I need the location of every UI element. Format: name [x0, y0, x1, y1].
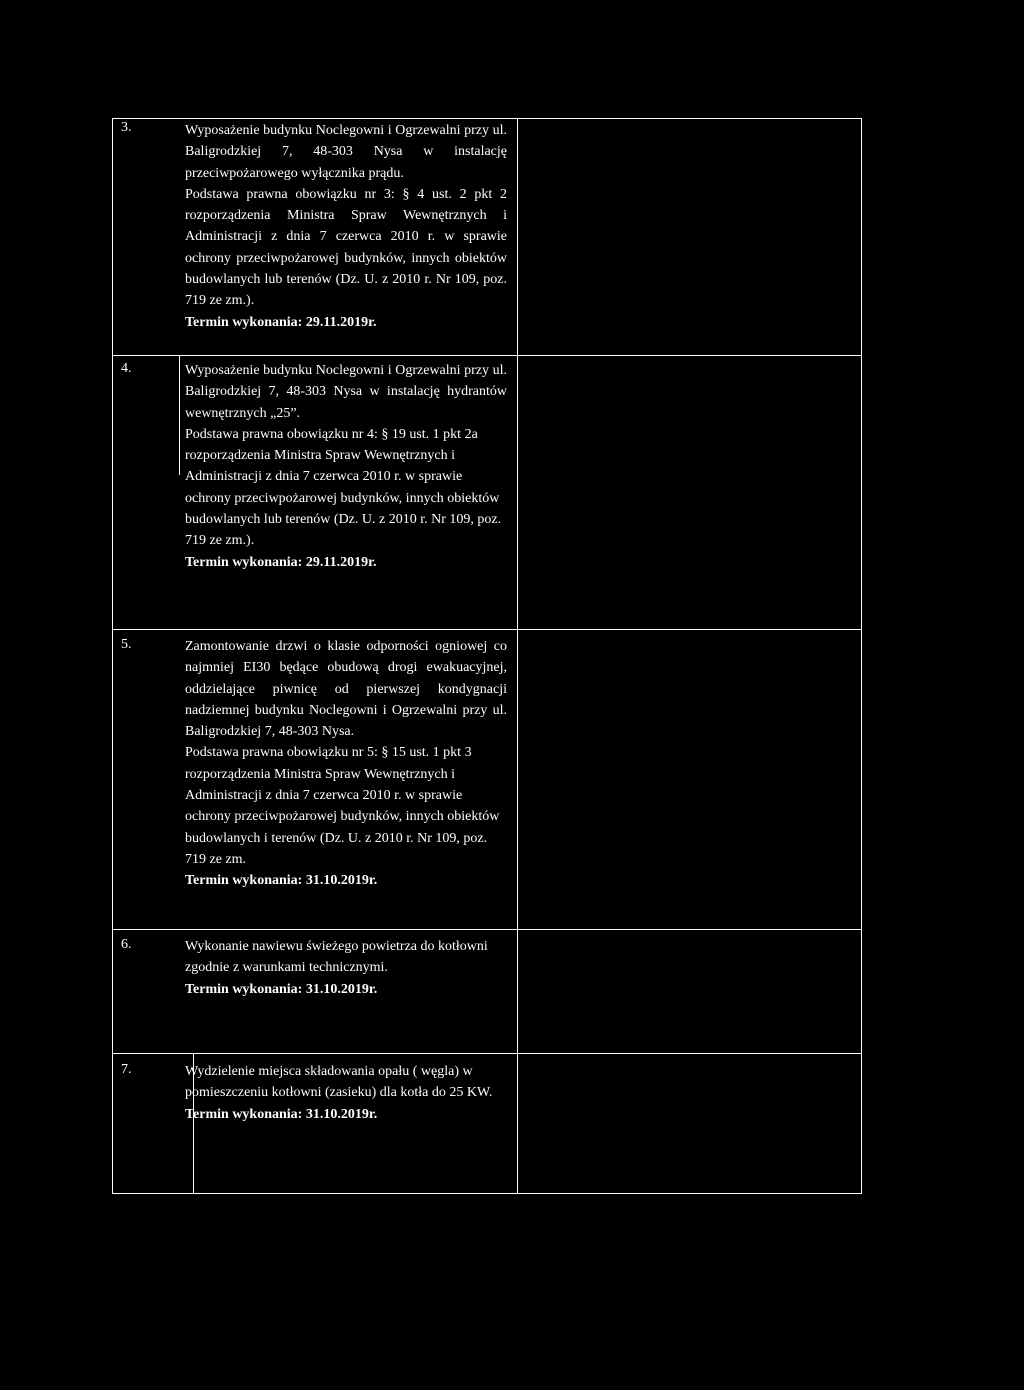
- row-text-line: Zamontowanie drzwi o klasie odporności ogniowej co najmniej EI30 będące obudową drogi ewakuacyjnej, oddzielające piwnicę od pierwszej kondygnacji nadziemnej budynku Noclegowni i Ogrzewalni przy ul. Baligrodzkiej 7, 48-303 Nysa.: [185, 639, 507, 740]
- row-text-line: Podstawa prawna obowiązku nr 4: § 19 ust. 1 pkt 2a rozporządzenia Ministra Spraw Wewnętrznych i Administracji z dnia 7 czerwca 2010 r. w sprawie ochrony przeciwpożarowej budynków, innych obiektów budowlanych lub terenów (Dz. U. z 2010 r. Nr 109, poz. 719 ze zm.).: [185, 426, 502, 549]
- row-description: [185, 360, 507, 573]
- table-row: [113, 629, 861, 929]
- table-row: [113, 929, 861, 1053]
- row-description: [185, 936, 507, 1000]
- row-number: 7.: [121, 1062, 132, 1077]
- row-deadline: Termin wykonania: 31.10.2019r.: [185, 981, 378, 997]
- row-text-line: Wykonanie nawiewu świeżego powietrza do kotłowni zgodnie z warunkami technicznymi.: [185, 939, 488, 976]
- row-deadline: Termin wykonania: 31.10.2019r.: [185, 873, 378, 889]
- row-text-line: Wyposażenie budynku Noclegowni i Ogrzewalni przy ul. Baligrodzkiej 7, 48-303 Nysa w instalację przeciwpożarowego wyłącznika prądu.: [185, 123, 507, 181]
- row-number: 4.: [121, 361, 132, 376]
- table-row: [113, 355, 861, 629]
- obligations-table: [112, 118, 862, 1194]
- row-text-line: Podstawa prawna obowiązku nr 5: § 15 ust. 1 pkt 3 rozporządzenia Ministra Spraw Wewnętrznych i Administracji z dnia 7 czerwca 2010 r. w sprawie ochrony przeciwpożarowej budynków, innych obiektów budowlanych i terenów (Dz. U. z 2010 r. Nr 109, poz. 719 ze zm.: [185, 745, 500, 867]
- row-description: [185, 636, 507, 892]
- table-row: [113, 119, 861, 355]
- row-deadline: Termin wykonania: 29.11.2019r.: [185, 314, 377, 330]
- row-text-line: Podstawa prawna obowiązku nr 3: § 4 ust. 2 pkt 2 rozporządzenia Ministra Spraw Wewnętrznych i Administracji z dnia 7 czerwca 2010 r. w sprawie ochrony przeciwpożarowej budynków, innych obiektów budowlanych lub terenów (Dz. U. z 2010 r. Nr 109, poz. 719 ze zm.).: [185, 186, 507, 309]
- row-description: [185, 120, 507, 333]
- row-number: 5.: [121, 637, 132, 652]
- row-number: 6.: [121, 937, 132, 952]
- row-deadline: Termin wykonania: 31.10.2019r.: [185, 1106, 378, 1122]
- row-number: 3.: [121, 120, 132, 135]
- row-description: [185, 1061, 507, 1125]
- row-deadline: Termin wykonania: 29.11.2019r.: [185, 554, 377, 570]
- row-text-line: Wydzielenie miejsca składowania opału ( węgla) w pomieszczeniu kotłowni (zasieku) dla kotła do 25 KW.: [185, 1064, 493, 1101]
- table-row: [113, 1053, 861, 1193]
- row-text-line: Wyposażenie budynku Noclegowni i Ogrzewalni przy ul. Baligrodzkiej 7, 48-303 Nysa w instalację hydrantów wewnętrznych „25”.: [185, 363, 507, 421]
